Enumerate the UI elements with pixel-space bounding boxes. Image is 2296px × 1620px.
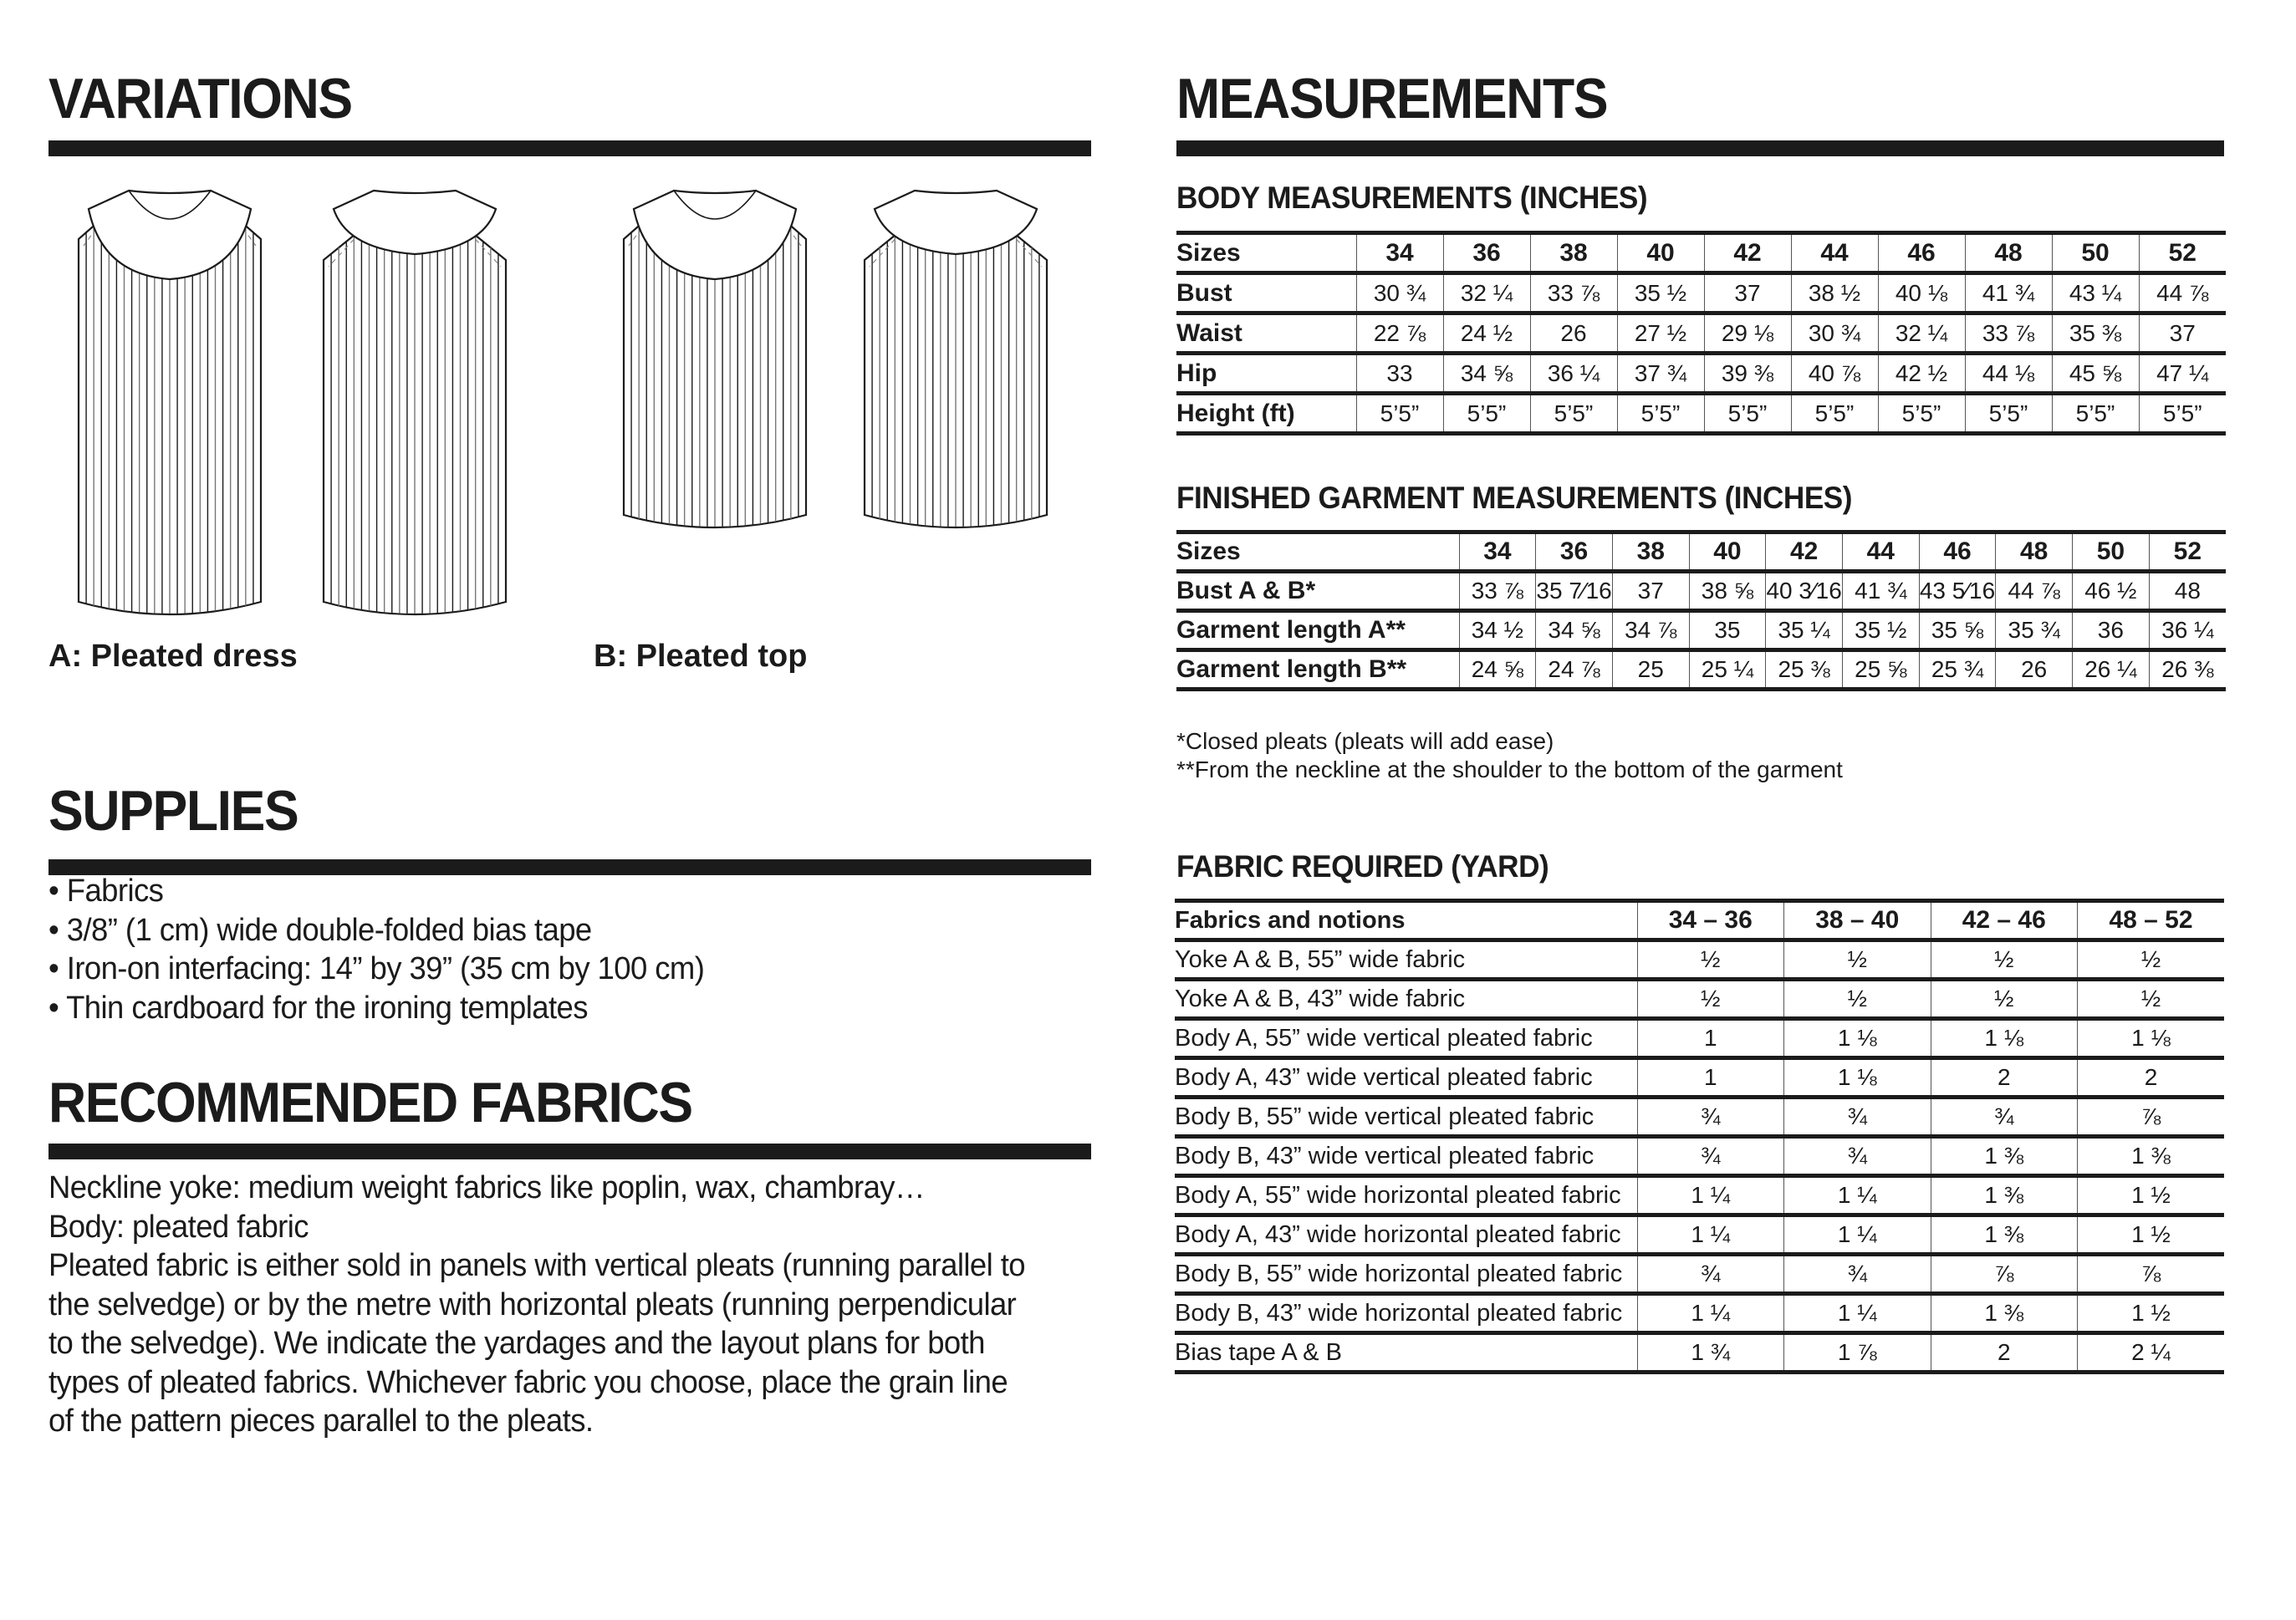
paragraph-line: of the pattern pieces parallel to the pleats. [48,1403,594,1439]
table-row [1176,273,2226,313]
supply-item: • Fabrics [48,874,164,909]
table-cell: 35 ½ [1842,611,1919,650]
table-row [1176,650,2226,690]
column-header: 38 [1530,233,1617,273]
table-row [1175,940,2224,980]
table-cell: ⅞ [1931,1255,2078,1294]
table-cell: 44 ⅛ [1965,354,2052,394]
table-cell: ½ [2078,980,2225,1019]
table-row [1175,1019,2224,1058]
row-label: Hip [1176,354,1356,394]
top-front-svg [622,189,808,533]
table-cell: 25 ⅜ [1766,650,1843,690]
row-label: Body A, 55” wide vertical pleated fabric [1175,1019,1637,1058]
top-front-illustration [622,189,808,533]
column-header: 48 [1996,532,2073,572]
dress-front-illustration [77,189,263,620]
table-cell: 22 ⅞ [1356,313,1443,354]
row-label: Body B, 43” wide horizontal pleated fabric [1175,1294,1637,1333]
measurements-heading: MEASUREMENTS [1176,67,1608,130]
table-cell: 43 ¼ [2052,273,2139,313]
table-cell: 44 ⅞ [2139,273,2226,313]
supplies-heading: SUPPLIES [48,779,298,843]
column-header-label: Sizes [1176,532,1459,572]
table-cell: ¾ [1637,1255,1784,1294]
table-cell: 1 ⅛ [1784,1019,1931,1058]
column-header: 38 – 40 [1784,901,1931,940]
table-row [1175,1098,2224,1137]
table-cell: 1 ¼ [1784,1215,1931,1255]
column-header: 34 [1459,532,1536,572]
table-cell: 35 ¼ [1766,611,1843,650]
table-cell: 24 ½ [1443,313,1530,354]
table-cell: 40 ⅛ [1878,273,1965,313]
table-header-row [1176,532,2226,572]
column-header: 42 – 46 [1931,901,2078,940]
recommended-fabrics-divider [48,1144,1091,1159]
table-cell: 35 [1689,611,1766,650]
column-header: 38 [1612,532,1689,572]
fabric-required-heading: FABRIC REQUIRED (YARD) [1176,849,1549,884]
table-cell: 1 ¼ [1637,1215,1784,1255]
table-cell: 34 ⅝ [1536,611,1613,650]
table-cell: 24 ⅝ [1459,650,1536,690]
footnote-closed-pleats: *Closed pleats (pleats will add ease) [1176,728,1554,754]
table-cell: 30 ¾ [1791,313,1878,354]
footnote-length: **From the neckline at the shoulder to the bottom of the garment [1176,757,1843,782]
variation-a-label: A: Pleated dress [48,639,298,674]
table-cell: 25 ¼ [1689,650,1766,690]
top-back-illustration [863,189,1049,533]
table-cell: 38 ⅝ [1689,572,1766,611]
table-cell: 35 ½ [1617,273,1704,313]
table-cell: 40 3⁄16 [1766,572,1843,611]
column-header: 36 [1536,532,1613,572]
table-header-row [1175,901,2224,940]
table-row [1176,354,2226,394]
table-cell: 26 ⅜ [2149,650,2226,690]
table-cell: 38 ½ [1791,273,1878,313]
table-cell: 25 [1612,650,1689,690]
table-cell: 39 ⅜ [1704,354,1791,394]
table-cell: 33 ⅞ [1459,572,1536,611]
table-cell: 32 ¼ [1443,273,1530,313]
table-cell: 1 ⅞ [1784,1333,1931,1373]
table-cell: 44 ⅞ [1996,572,2073,611]
table-cell: 24 ⅞ [1536,650,1613,690]
supply-item: • 3/8” (1 cm) wide double-folded bias tape [48,912,592,948]
table-cell: ¾ [1637,1098,1784,1137]
column-header: 42 [1704,233,1791,273]
paragraph-line: types of pleated fabrics. Whichever fabric you choose, place the grain line [48,1364,1008,1400]
row-label: Body B, 43” wide vertical pleated fabric [1175,1137,1637,1176]
table-cell: 47 ¼ [2139,354,2226,394]
table-cell: ¾ [1784,1098,1931,1137]
table-cell: 1 ¼ [1637,1294,1784,1333]
measurements-divider [1176,140,2224,156]
row-label: Body B, 55” wide horizontal pleated fabric [1175,1255,1637,1294]
table-row [1176,313,2226,354]
paragraph-line: Neckline yoke: medium weight fabrics like poplin, wax, chambray… [48,1170,925,1205]
row-label: Bias tape A & B [1175,1333,1637,1373]
table-cell: 37 [1612,572,1689,611]
row-label: Body A, 55” wide horizontal pleated fabric [1175,1176,1637,1215]
table-cell: 35 ¾ [1996,611,2073,650]
table-row [1175,1333,2224,1373]
table-cell: 2 ¼ [2078,1333,2225,1373]
column-header: 50 [2073,532,2150,572]
table-cell: 30 ¾ [1356,273,1443,313]
table-cell: 1 ¼ [1637,1176,1784,1215]
table-cell: 5’5” [1965,394,2052,434]
column-header: 46 [1878,233,1965,273]
table-cell: 5’5” [1878,394,1965,434]
table-cell: ⅞ [2078,1255,2225,1294]
dress-front-svg [77,189,263,620]
table-cell: ½ [2078,940,2225,980]
table-cell: ½ [1784,940,1931,980]
row-label: Garment length B** [1176,650,1459,690]
table-cell: 5’5” [1617,394,1704,434]
table-row [1175,1137,2224,1176]
top-back-svg [863,189,1049,533]
table-cell: 35 ⅜ [2052,313,2139,354]
table-cell: 36 ¼ [2149,611,2226,650]
table-cell: 1 [1637,1058,1784,1098]
variations-heading: VARIATIONS [48,67,352,130]
body-measurements-table [1176,231,2226,436]
table-row [1175,980,2224,1019]
footnotes [1176,727,1843,784]
body-measurements-heading: BODY MEASUREMENTS (INCHES) [1176,181,1648,215]
column-header: 40 [1689,532,1766,572]
garment-measurements-table [1176,530,2226,691]
column-header: 50 [2052,233,2139,273]
table-cell: 41 ¾ [1965,273,2052,313]
paragraph-line: Body: pleated fabric [48,1209,309,1245]
table-cell: 40 ⅞ [1791,354,1878,394]
column-header: 34 [1356,233,1443,273]
row-label: Garment length A** [1176,611,1459,650]
variations-divider [48,140,1091,156]
table-row [1175,1058,2224,1098]
table-row [1175,1294,2224,1333]
table-row [1175,1215,2224,1255]
garment-measurements-heading: FINISHED GARMENT MEASUREMENTS (INCHES) [1176,481,1853,515]
column-header: 42 [1766,532,1843,572]
recommended-fabrics-heading: RECOMMENDED FABRICS [48,1071,692,1134]
paragraph-line: to the selvedge). We indicate the yardages and the layout plans for both [48,1326,985,1361]
table-cell: 1 [1637,1019,1784,1058]
table-cell: 26 [1530,313,1617,354]
table-cell: ¾ [1784,1137,1931,1176]
table-cell: 48 [2149,572,2226,611]
table-cell: 5’5” [1704,394,1791,434]
table-cell: 1 ⅜ [1931,1176,2078,1215]
table-cell: 34 ⅝ [1443,354,1530,394]
paragraph-line: the selvedge) or by the metre with horizontal pleats (running perpendicular [48,1286,1017,1322]
table-cell: ½ [1784,980,1931,1019]
row-label: Height (ft) [1176,394,1356,434]
table-cell: ¾ [1784,1255,1931,1294]
table-cell: ⅞ [2078,1098,2225,1137]
recommended-fabrics-text [48,1169,1025,1441]
table-cell: 1 ¾ [1637,1333,1784,1373]
table-cell: 1 ½ [2078,1215,2225,1255]
table-cell: 36 ¼ [1530,354,1617,394]
row-label: Bust [1176,273,1356,313]
column-header: 46 [1919,532,1996,572]
table-cell: ¾ [1931,1098,2078,1137]
table-cell: 35 7⁄16 [1536,572,1613,611]
table-cell: 1 ¼ [1784,1294,1931,1333]
column-header: 52 [2139,233,2226,273]
table-cell: 27 ½ [1617,313,1704,354]
dress-back-svg [322,189,508,620]
table-cell: 26 ¼ [2073,650,2150,690]
table-cell: 1 ⅛ [2078,1019,2225,1058]
table-cell: ¾ [1637,1137,1784,1176]
table-cell: ½ [1931,940,2078,980]
column-header: 40 [1617,233,1704,273]
table-cell: 2 [2078,1058,2225,1098]
table-cell: 1 ⅜ [1931,1137,2078,1176]
table-cell: 1 ¼ [1784,1176,1931,1215]
table-cell: 1 ⅛ [1784,1058,1931,1098]
table-cell: ½ [1931,980,2078,1019]
row-label: Body A, 43” wide vertical pleated fabric [1175,1058,1637,1098]
table-cell: 5’5” [1530,394,1617,434]
table-cell: 5’5” [1356,394,1443,434]
column-header: 44 [1842,532,1919,572]
table-cell: 5’5” [2052,394,2139,434]
table-cell: 34 ½ [1459,611,1536,650]
table-cell: 46 ½ [2073,572,2150,611]
column-header-label: Sizes [1176,233,1356,273]
column-header: 48 – 52 [2078,901,2225,940]
table-row [1175,1176,2224,1215]
table-cell: 33 ⅞ [1530,273,1617,313]
table-cell: 1 ½ [2078,1294,2225,1333]
table-cell: 26 [1996,650,2073,690]
table-row [1176,572,2226,611]
table-row [1176,394,2226,434]
table-cell: 5’5” [1791,394,1878,434]
table-cell: 25 ¾ [1919,650,1996,690]
table-cell: 2 [1931,1333,2078,1373]
table-row [1175,1255,2224,1294]
table-cell: 43 5⁄16 [1919,572,1996,611]
table-cell: 41 ¾ [1842,572,1919,611]
variation-b-label: B: Pleated top [594,639,808,674]
supplies-list [48,872,704,1027]
table-cell: 37 [1704,273,1791,313]
table-cell: 37 ¾ [1617,354,1704,394]
supply-item: • Thin cardboard for the ironing templates [48,990,588,1026]
table-cell: 5’5” [2139,394,2226,434]
table-cell: 32 ¼ [1878,313,1965,354]
table-header-row [1176,233,2226,273]
row-label: Body A, 43” wide horizontal pleated fabric [1175,1215,1637,1255]
table-cell: 37 [2139,313,2226,354]
column-header: 52 [2149,532,2226,572]
table-cell: 1 ⅜ [1931,1215,2078,1255]
column-header: 36 [1443,233,1530,273]
column-header-label: Fabrics and notions [1175,901,1637,940]
table-cell: 1 ⅜ [2078,1137,2225,1176]
dress-back-illustration [322,189,508,620]
table-cell: 35 ⅝ [1919,611,1996,650]
table-cell: 1 ⅛ [1931,1019,2078,1058]
column-header: 34 – 36 [1637,901,1784,940]
table-row [1176,611,2226,650]
table-cell: 1 ⅜ [1931,1294,2078,1333]
table-cell: 45 ⅝ [2052,354,2139,394]
supply-item: • Iron-on interfacing: 14” by 39” (35 cm by 100 cm) [48,951,705,986]
row-label: Waist [1176,313,1356,354]
fabric-required-table [1175,899,2224,1374]
row-label: Bust A & B* [1176,572,1459,611]
column-header: 44 [1791,233,1878,273]
row-label: Yoke A & B, 43” wide fabric [1175,980,1637,1019]
table-cell: 1 ½ [2078,1176,2225,1215]
table-cell: 36 [2073,611,2150,650]
table-cell: 29 ⅛ [1704,313,1791,354]
table-cell: 33 [1356,354,1443,394]
table-cell: ½ [1637,980,1784,1019]
table-cell: 33 ⅞ [1965,313,2052,354]
row-label: Yoke A & B, 55” wide fabric [1175,940,1637,980]
table-cell: 25 ⅝ [1842,650,1919,690]
table-cell: 34 ⅞ [1612,611,1689,650]
table-cell: 42 ½ [1878,354,1965,394]
table-cell: 2 [1931,1058,2078,1098]
row-label: Body B, 55” wide vertical pleated fabric [1175,1098,1637,1137]
column-header: 48 [1965,233,2052,273]
table-cell: 5’5” [1443,394,1530,434]
paragraph-line: Pleated fabric is either sold in panels with vertical pleats (running parallel to [48,1248,1025,1283]
table-cell: ½ [1637,940,1784,980]
